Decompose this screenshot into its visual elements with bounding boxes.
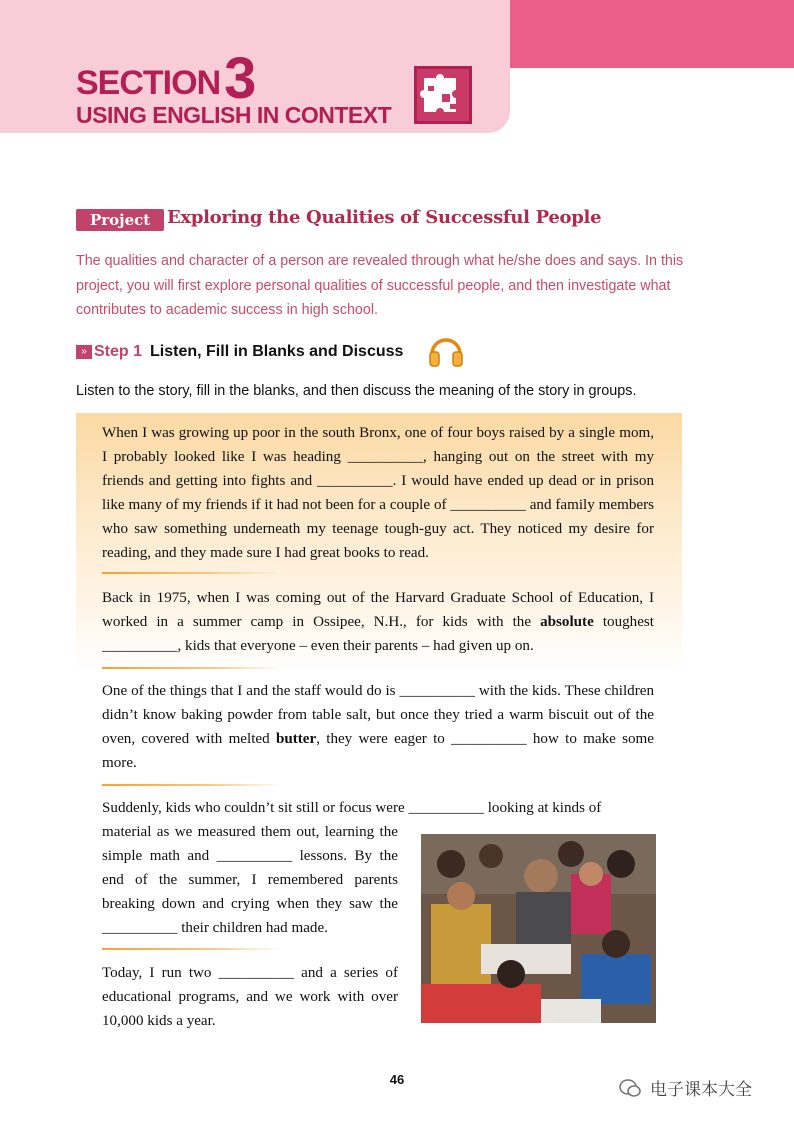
story-paragraph-5: Today, I run two __________ and a series of educational programs, and we work with over 10,000 kids a year.: [102, 965, 398, 1029]
header-accent-bar: [510, 0, 794, 68]
text-segment: , they were eager to __________ how to make some more.: [102, 731, 654, 771]
bold-word: butter: [275, 731, 317, 747]
story-paragraph-3: [102, 679, 654, 775]
section-title: [76, 46, 257, 111]
section-subtitle: USING ENGLISH IN CONTEXT: [76, 102, 392, 128]
project-title: Exploring the Qualities of Successful People: [167, 207, 602, 228]
section-word: SECTION: [76, 64, 221, 102]
project-intro: The qualities and character of a person are revealed through what he/she does and says. In this project, you will first explore personal qualities of successful people, and then investigate what contributes to academic success in high school.: [76, 253, 684, 318]
paragraph-divider: [102, 948, 282, 950]
page-number: 46: [389, 1072, 405, 1087]
story-paragraph-2: [102, 586, 654, 658]
chat-bubble-icon: [618, 1076, 642, 1100]
classroom-photo: [421, 834, 656, 1023]
step-heading: [76, 340, 403, 364]
story-paragraph-4-rest: material as we measured them out, learning the simple math and __________ lessons. By the end of the summer, I remembered parents breaking down and crying when they saw the __________ their children had made.: [102, 824, 398, 936]
watermark: [618, 1075, 752, 1100]
step-label: Step 1: [94, 343, 143, 360]
step-instruction: Listen to the story, fill in the blanks, and then discuss the meaning of the story in groups.: [76, 383, 637, 399]
step-title: Listen, Fill in Blanks and Discuss: [150, 343, 404, 360]
paragraph-divider: [102, 667, 282, 669]
watermark-text: 电子课本大全: [650, 1080, 752, 1099]
text-segment: One of the things that I and the staff would do is __________ with the kids. These children didn’t know baking powder from table salt, but once they tried a warm biscuit out of the oven, covered with melted: [102, 683, 654, 747]
story-paragraph-4-line-1: Suddenly, kids who couldn’t sit still or focus were __________ looking at kinds of: [102, 800, 602, 816]
headphones-icon[interactable]: [428, 334, 464, 368]
section-number: 3: [224, 46, 257, 111]
paragraph-divider: [102, 784, 282, 786]
text-segment: Back in 1975, when I was coming out of the Harvard Graduate School of Education, I worked in a summer camp in Ossipee, N.H., for kids with the: [102, 590, 654, 630]
project-tag: Project: [76, 209, 164, 231]
bold-word: absolute: [540, 614, 594, 630]
paragraph-divider: [102, 572, 282, 574]
text-segment: toughest __________, kids that everyone – even their parents – had given up on.: [102, 614, 654, 654]
puzzle-icon: [414, 66, 472, 124]
story-paragraph-1: When I was growing up poor in the south Bronx, one of four boys raised by a single mom, I probably looked like I was heading __________, hanging out on the street with my friends and getting into fights and __________. I would have ended up dead or in prison like many of my friends if it had not been for a couple of __________ and family members who saw something underneath my teenage tough-guy act. They noticed my desire for reading, and they made sure I had great books to read.: [102, 425, 654, 561]
double-chevron-icon: »: [76, 345, 92, 359]
